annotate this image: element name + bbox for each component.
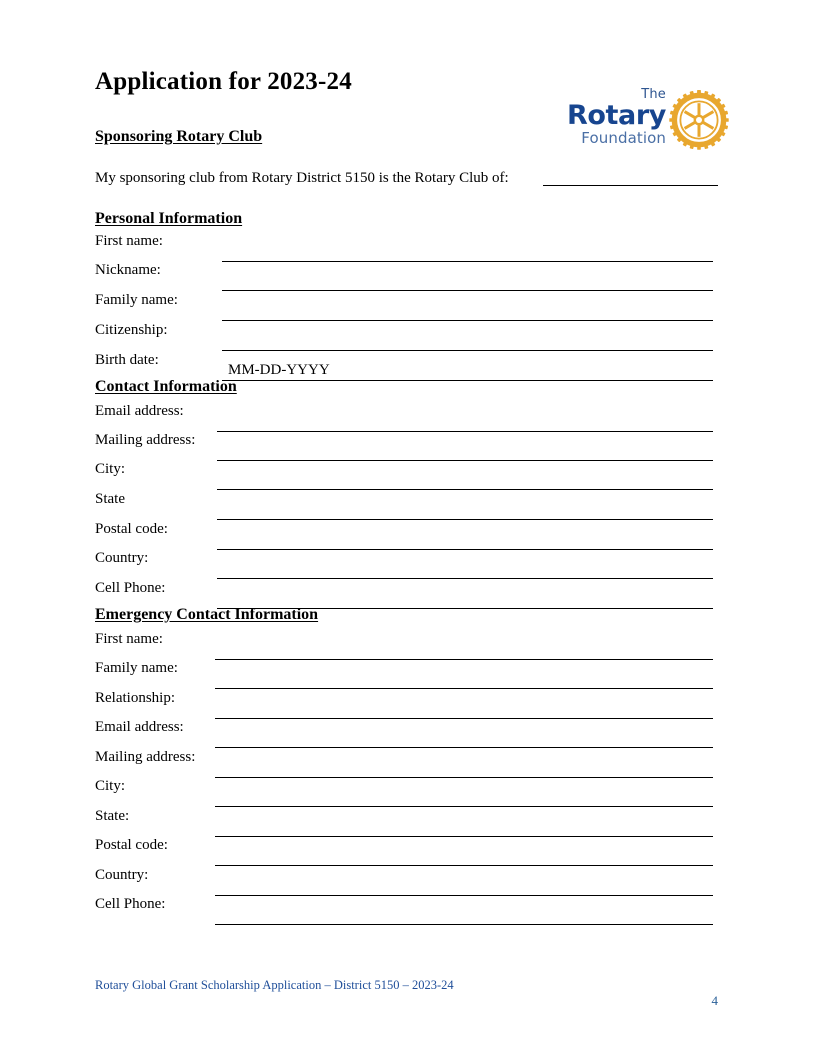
field-label: Family name: <box>95 660 178 676</box>
field-underline[interactable] <box>215 747 713 748</box>
page-title: Application for 2023-24 <box>95 68 352 95</box>
field-label: State <box>95 491 125 507</box>
heading-contact-information: Contact Information <box>95 378 237 395</box>
field-label: Country: <box>95 550 149 566</box>
field-label: Relationship: <box>95 690 175 706</box>
field-row-emergency-postal-code[interactable] <box>95 837 713 866</box>
field-label: Cell Phone: <box>95 580 166 596</box>
field-row-emergency-state[interactable] <box>95 808 713 837</box>
field-row-contact-country[interactable] <box>95 550 713 579</box>
heading-sponsoring-rotary-club: Sponsoring Rotary Club <box>95 128 263 145</box>
field-row-emergency-mailing-address[interactable] <box>95 749 713 778</box>
field-row-contact-mailing-address[interactable] <box>95 432 713 461</box>
field-underline[interactable] <box>222 380 713 381</box>
field-underline[interactable] <box>222 290 713 291</box>
field-underline[interactable] <box>217 519 713 520</box>
field-label: Postal code: <box>95 521 168 537</box>
logo-foundation-text: Foundation <box>581 129 666 147</box>
field-row-birth-date[interactable] <box>95 352 713 381</box>
field-underline[interactable] <box>215 688 713 689</box>
footer-page-number: 4 <box>711 993 718 1008</box>
field-label: City: <box>95 461 126 477</box>
sponsoring-club-sentence: My sponsoring club from Rotary District 5150 is the Rotary Club of: <box>95 170 509 186</box>
field-row-contact-cell-phone[interactable] <box>95 580 713 609</box>
rotary-foundation-logo <box>558 88 720 156</box>
heading-emergency-contact-information: Emergency Contact Information <box>95 606 319 623</box>
field-row-contact-city[interactable] <box>95 461 713 490</box>
field-underline[interactable] <box>215 806 713 807</box>
field-row-citizenship[interactable] <box>95 322 713 351</box>
field-row-emergency-first-name[interactable] <box>95 631 713 660</box>
field-label: Email address: <box>95 719 184 735</box>
field-row-contact-email[interactable] <box>95 403 713 432</box>
field-label: Postal code: <box>95 837 168 853</box>
field-label: Citizenship: <box>95 322 168 338</box>
field-row-emergency-relationship[interactable] <box>95 690 713 719</box>
field-label: Country: <box>95 867 149 883</box>
field-label: First name: <box>95 233 163 249</box>
field-label: City: <box>95 778 126 794</box>
logo-the-text: The <box>641 87 666 102</box>
field-row-first-name[interactable] <box>95 233 713 262</box>
logo-wordmark <box>558 88 666 147</box>
field-label: Family name: <box>95 292 178 308</box>
field-underline[interactable] <box>222 320 713 321</box>
field-row-nickname[interactable] <box>95 262 713 291</box>
field-underline[interactable] <box>222 350 713 351</box>
logo-rotary-text: Rotary <box>567 100 666 131</box>
field-row-contact-postal-code[interactable] <box>95 521 713 550</box>
field-label: Email address: <box>95 403 184 419</box>
field-row-family-name[interactable] <box>95 292 713 321</box>
field-underline[interactable] <box>217 578 713 579</box>
field-label: First name: <box>95 631 163 647</box>
heading-personal-information: Personal Information <box>95 210 243 227</box>
sponsoring-club-blank-field[interactable] <box>543 185 718 186</box>
rotary-gear-wheel-icon <box>669 90 729 150</box>
field-label: Mailing address: <box>95 432 196 448</box>
field-row-emergency-cell-phone[interactable] <box>95 896 713 925</box>
field-label: Nickname: <box>95 262 161 278</box>
field-label: Cell Phone: <box>95 896 166 912</box>
field-row-emergency-city[interactable] <box>95 778 713 807</box>
field-label: Birth date: <box>95 352 159 368</box>
field-underline[interactable] <box>217 489 713 490</box>
field-label: State: <box>95 808 130 824</box>
footer-text: Rotary Global Grant Scholarship Application – District 5150 – 2023-24 <box>95 978 454 992</box>
field-underline[interactable] <box>215 924 713 925</box>
field-row-emergency-email[interactable] <box>95 719 713 748</box>
field-label: Mailing address: <box>95 749 196 765</box>
field-value: MM-DD-YYYY <box>228 362 330 378</box>
field-row-emergency-country[interactable] <box>95 867 713 896</box>
field-row-contact-state[interactable] <box>95 491 713 520</box>
field-underline[interactable] <box>215 865 713 866</box>
field-row-emergency-family-name[interactable] <box>95 660 713 689</box>
